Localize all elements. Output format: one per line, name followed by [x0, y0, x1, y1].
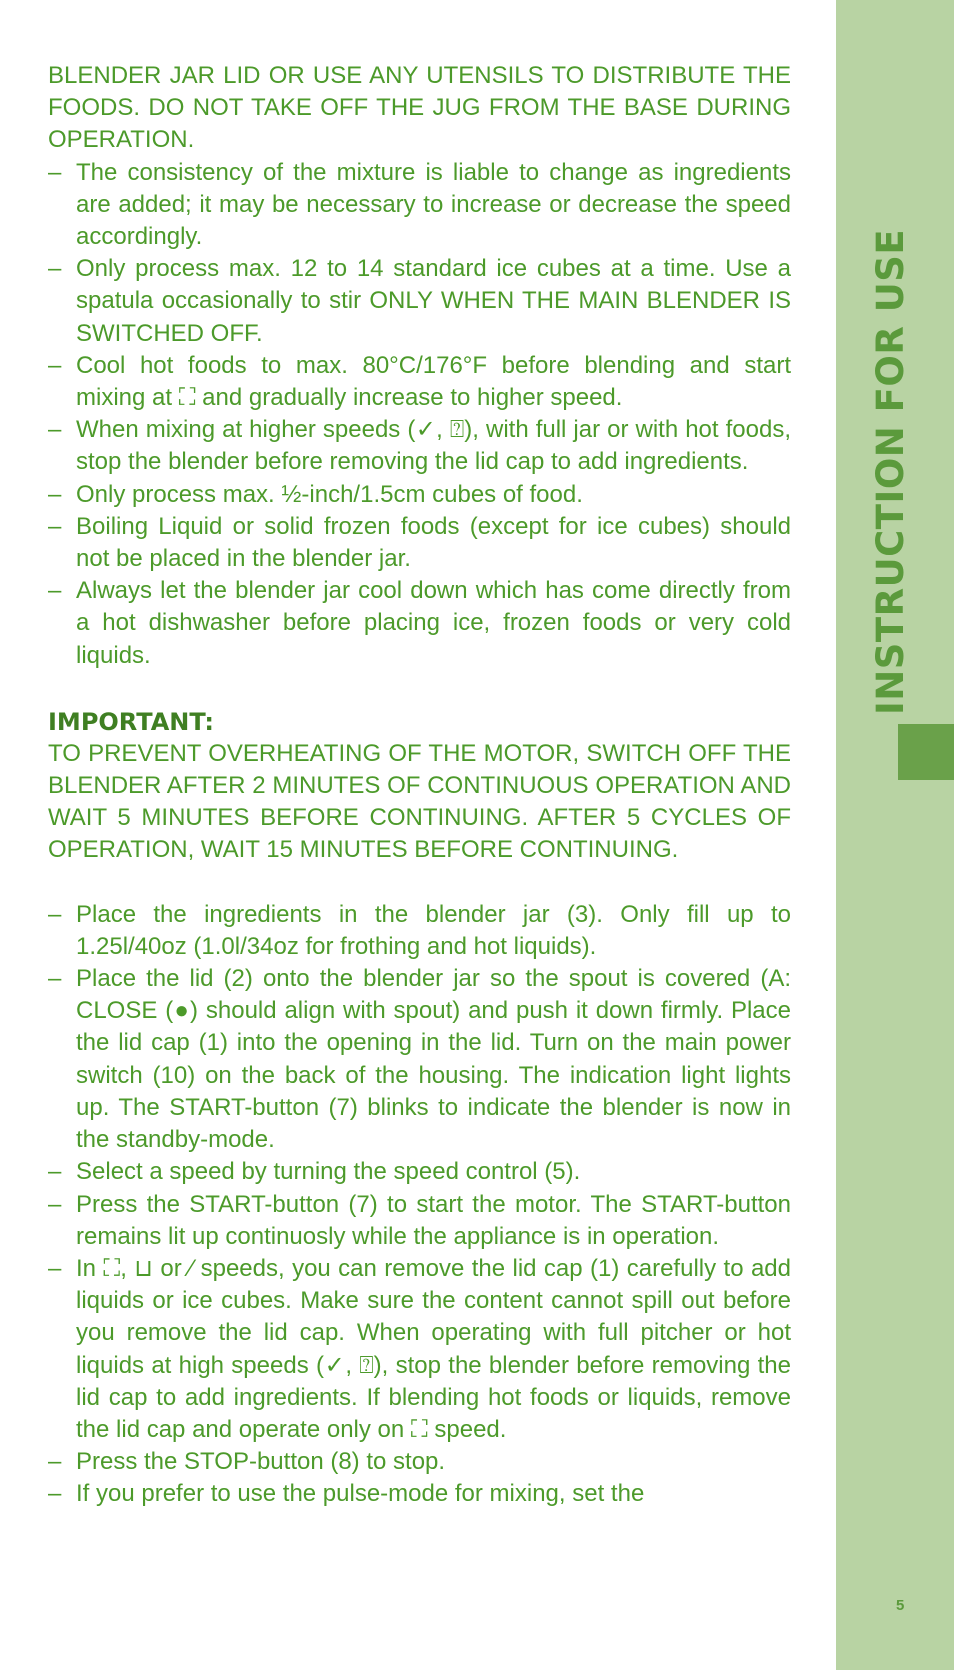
spacer: [48, 867, 791, 899]
list-item: – Press the STOP-button (8) to stop.: [48, 1448, 446, 1476]
section-title: INSTRUCTION FOR USE: [869, 228, 912, 715]
important-warning: TO PREVENT OVERHEATING OF THE MOTOR, SWITCH OFF THE BLENDER AFTER 2 MINUTES OF CONTINUOUS OPERATION AND WAIT 5 MINUTES BEFORE CONTINUING. AFTER 5 CYCLES OF OPERATION, WAIT 15 MINUTES BEFORE CONTINUING.: [48, 739, 791, 864]
list-item: – Boiling Liquid or solid frozen foods (except for ice cubes) should not be placed in the blender jar.: [48, 512, 791, 573]
steps-list: [48, 899, 791, 1511]
list-item: – Place the lid (2) onto the blender jar so the spout is covered (A: CLOSE (●) should align with spout) and push it down firmly. Place the lid cap (1) into the opening in the lid. Turn on the main power switch (10) on the back of the housing. The indication light lights up. The START-button (7) blinks to indicate the blender is now in the standby-mode.: [48, 965, 791, 1154]
list-item: – In ⛶, ⊔ or ⁄ speeds, you can remove the lid cap (1) carefully to add liquids or ice cubes. Make sure the content cannot spill out before you remove the lid cap. When operating with full pitcher or hot liquids at high speeds (✓, ⍰), stop the blender before removing the lid cap to add ingredients. If blending hot foods or liquids, remove the lid cap and operate only on ⛶ speed.: [48, 1254, 791, 1443]
list-item: – Only process max. ½-inch/1.5cm cubes of food.: [48, 480, 583, 508]
list-item: – If you prefer to use the pulse-mode for mixing, set the: [48, 1480, 645, 1508]
list-item: – Always let the blender jar cool down which has come directly from a hot dishwasher before placing ice, frozen foods or very cold liquids.: [48, 577, 791, 669]
list-item: – Cool hot foods to max. 80°C/176°F before blending and start mixing at ⛶ and gradually increase to higher speed.: [48, 351, 791, 412]
important-heading: IMPORTANT:: [48, 707, 215, 736]
list-item: – Select a speed by turning the speed control (5).: [48, 1158, 581, 1186]
page-number: 5: [896, 1597, 905, 1614]
sidebar-accent-block: [898, 724, 954, 780]
list-item: – Only process max. 12 to 14 standard ice cubes at a time. Use a spatula occasionally to stir ONLY WHEN THE MAIN BLENDER IS SWITCHED OFF.: [48, 255, 791, 347]
list-item: – The consistency of the mixture is liable to change as ingredients are added; it may be necessary to increase or decrease the speed accordingly.: [48, 158, 791, 251]
list-item: – Place the ingredients in the blender jar (3). Only fill up to 1.25l/40oz (1.0l/34oz for frothing and hot liquids).: [48, 900, 791, 960]
list-item: – Press the START-button (7) to start the motor. The START-button remains lit up continuosly while the appliance is in operation.: [48, 1190, 791, 1250]
notes-list: [48, 157, 791, 672]
intro-paragraph: BLENDER JAR LID OR USE ANY UTENSILS TO DISTRIBUTE THE FOODS. DO NOT TAKE OFF THE JUG FROM THE BASE DURING OPERATION.: [48, 62, 791, 154]
list-item: – When mixing at higher speeds (✓, ⍰), with full jar or with hot foods, stop the blender before removing the lid cap to add ingredients.: [48, 416, 791, 476]
page-body: [48, 60, 791, 1511]
